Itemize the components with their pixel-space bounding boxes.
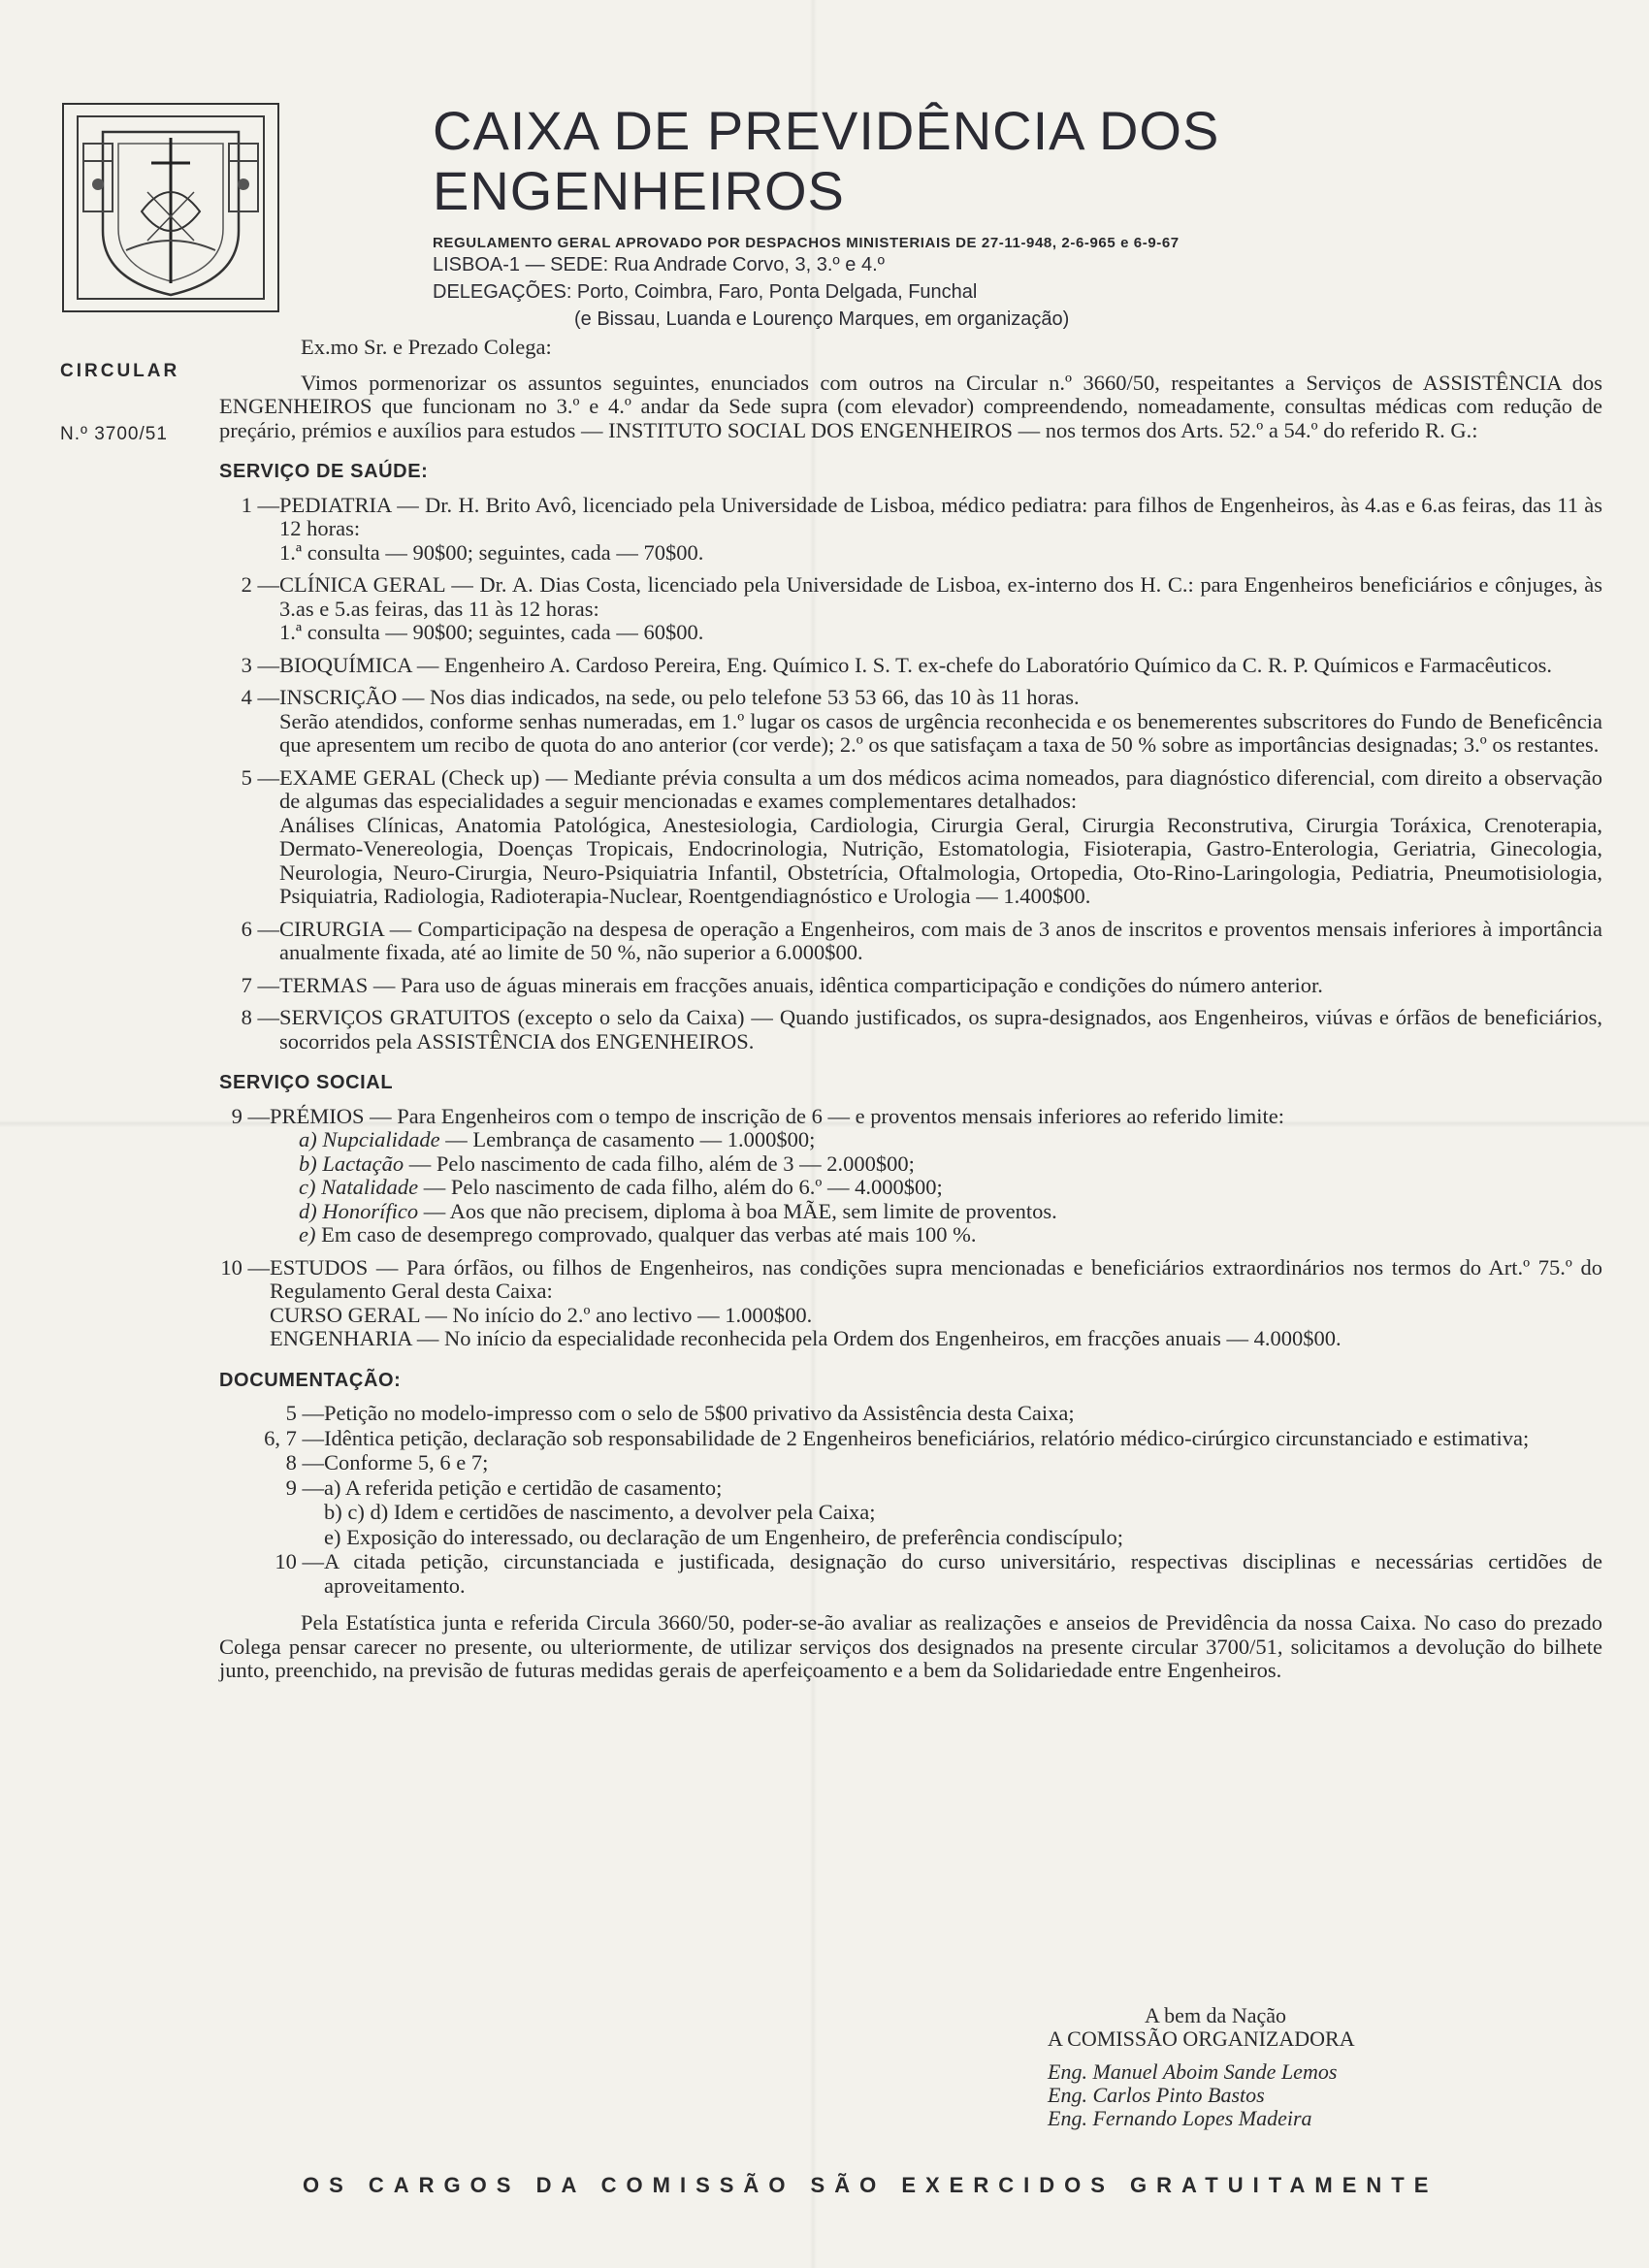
list-item	[219, 654, 1602, 678]
item-number: 9 —	[285, 1474, 324, 1500]
organization-title: CAIXA DE PREVIDÊNCIA DOS ENGENHEIROS	[433, 100, 1220, 221]
item-content	[279, 494, 1602, 566]
list-item	[219, 1501, 1602, 1525]
coat-of-arms-logo	[62, 103, 279, 312]
item-text: Idêntica petição, declaração sob responsabilidade de 2 Engenheiros beneficiários, relatório médico-cirúrgico circunstanciado e estimativa;	[324, 1425, 1530, 1450]
list-item	[219, 1006, 1602, 1053]
item-number	[219, 1526, 324, 1550]
item-content	[279, 974, 1602, 998]
item-text: CIRURGIA — Comparticipação na despesa de operação a Engenheiros, com mais de 3 anos de inscritos e proventos mensais inferiores à importância anualmente fixada, até ao limite de 50 %, não superior a 6.000$00.	[279, 916, 1602, 964]
delegations-extra: (e Bissau, Luanda e Lourenço Marques, em organização)	[574, 308, 1070, 330]
item-extra: 1.ª consulta — 90$00; seguintes, cada — 70$00.	[279, 539, 704, 565]
signatory-name: Eng. Manuel Aboim Sande Lemos	[1048, 2059, 1338, 2084]
item-number: 6 —	[241, 916, 279, 941]
item-extra: Análises Clínicas, Anatomia Patológica, Anestesiologia, Cardiologia, Cirurgia Geral, Cirurgia Reconstrutiva, Cirurgia Toráxica, Crenoterapia, Dermato-Venereologia, Doenças Tropicais, Endocrinologia, Nutrição, Estomatologia, Fisioterapia, Gastro-Enterologia, Geriatria, Ginecologia, Neurologia, Neuro-Cirurgia, Neuro-Psiquiatria Infantil, Obstetrícia, Oftalmologia, Ortopedia, Oto-Rino-Laringologia, Pediatria, Pneumotisiologia, Psiquiatria, Radiologia, Radioterapia-Nuclear, Roentgendiagnóstico e Urologia — 1.400$00.	[279, 812, 1602, 908]
item-number: 5 —	[241, 764, 279, 790]
item-text: Petição no modelo-impresso com o selo de 5$00 privativo da Assistência desta Caixa;	[324, 1401, 1075, 1425]
item-text: INSCRIÇÃO — Nos dias indicados, na sede, ou pelo telefone 53 53 66, das 10 às 11 horas.	[279, 685, 1080, 709]
item-text: e) Exposição do interessado, ou declaração de um Engenheiro, de preferência condiscípulo;	[324, 1524, 1124, 1549]
item-text: A citada petição, circunstanciada e justificada, designação do curso universitário, respectivas disciplinas e necessárias certidões de aproveitamento.	[324, 1549, 1602, 1598]
list-item	[219, 573, 1602, 645]
item-content	[279, 573, 1602, 645]
item-content	[279, 686, 1602, 758]
list-item	[219, 974, 1602, 998]
item-content	[279, 654, 1602, 678]
saude-item-list	[219, 494, 1602, 1054]
engenharia-line: ENGENHARIA — No início da especialidade reconhecida pela Ordem dos Engenheiros, em fracções anuais — 4.000$00.	[270, 1326, 1342, 1350]
premio-label: c) Natalidade	[299, 1175, 419, 1199]
item-number: 9 —	[231, 1103, 270, 1128]
item-text: SERVIÇOS GRATUITOS (excepto o selo da Caixa) — Quando justificados, os supra-designados, aos Engenheiros, viúvas e órfãos de beneficiários, socorridos pela ASSISTÊNCIA dos ENGENHEIROS.	[279, 1005, 1602, 1053]
item-number: 10 —	[220, 1254, 270, 1280]
list-item	[219, 1451, 1602, 1475]
signatory-name: Eng. Fernando Lopes Madeira	[1048, 2106, 1312, 2130]
intro-paragraph: Vimos pormenorizar os assuntos seguintes, enunciados com outros na Circular n.º 3660/50, respeitantes a Serviços de ASSISTÊNCIA dos ENGENHEIROS que funcionam no 3.º e 4.º andar da Sede supra (com elevador) compreendendo, nomeadamente, consultas médicas com redução de preçário, prémios e auxílios para estudos — INSTITUTO SOCIAL DOS ENGENHEIROS — nos termos dos Arts. 52.º a 54.º do referido R. G.:	[219, 370, 1602, 442]
signatory-name: Eng. Carlos Pinto Bastos	[1048, 2083, 1265, 2107]
list-item	[219, 1402, 1602, 1426]
letterhead	[433, 101, 1597, 333]
regulation-line: REGULAMENTO GERAL APROVADO POR DESPACHOS MINISTERIAIS DE 27-11-948, 2-6-965 e 6-9-67	[433, 235, 1180, 251]
item-number: 10 —	[275, 1549, 324, 1573]
premios-list	[270, 1128, 1602, 1247]
item-extra: Serão atendidos, conforme senhas numeradas, em 1.º lugar os casos de urgência reconhecida e os benemerentes subscritores do Fundo de Beneficência que apresentem um recibo de quota do ano anterior (cor verde); 2.º os que satisfaçam a taxa de 50 % sobre as importâncias designadas; 3.º os restantes.	[279, 708, 1602, 757]
salutation: Ex.mo Sr. e Prezado Colega:	[301, 335, 552, 359]
item-number: 1 —	[241, 492, 279, 517]
premio-text: Em caso de desemprego comprovado, qualquer das verbas até mais 100 %.	[321, 1222, 977, 1247]
signature-line-1: A bem da Nação	[1145, 2003, 1286, 2027]
item-content	[279, 1006, 1602, 1053]
list-item	[219, 1105, 1602, 1247]
list-item	[219, 494, 1602, 566]
list-item	[219, 1476, 1602, 1501]
circular-number: N.º 3700/51	[60, 424, 168, 444]
item-number: 5 —	[285, 1401, 324, 1425]
premio-item	[299, 1128, 1602, 1152]
circular-label: CIRCULAR	[60, 361, 180, 381]
item-text: Conforme 5, 6 e 7;	[324, 1450, 489, 1474]
item-number: 7 —	[241, 972, 279, 997]
premio-text: — Pelo nascimento de cada filho, além do 6.º — 4.000$00;	[423, 1175, 943, 1199]
item-extra: 1.ª consulta — 90$00; seguintes, cada — 60$00.	[279, 620, 704, 644]
premio-text: — Lembrança de casamento — 1.000$00;	[445, 1127, 816, 1151]
item-text: BIOQUÍMICA — Engenheiro A. Cardoso Pereira, Eng. Químico I. S. T. ex-chefe do Laboratório Químico da C. R. P. Químicos e Farmacêuticos.	[279, 652, 1553, 677]
footer-note: OS CARGOS DA COMISSÃO SÃO EXERCIDOS GRATUITAMENTE	[303, 2173, 1439, 2197]
premio-label: e)	[299, 1222, 316, 1247]
list-item	[219, 686, 1602, 758]
section-heading-saude: SERVIÇO DE SAÚDE:	[219, 461, 429, 482]
list-item	[219, 766, 1602, 909]
item-text: a) A referida petição e certidão de casamento;	[324, 1474, 723, 1500]
list-item	[219, 918, 1602, 965]
premio-item	[299, 1223, 1602, 1247]
item-number: 8 —	[285, 1450, 324, 1474]
premios-text: PRÉMIOS — Para Engenheiros com o tempo de inscrição de 6 — e proventos mensais inferiores ao referido limite:	[270, 1103, 1284, 1128]
documentation-list	[219, 1402, 1602, 1598]
item-content	[279, 766, 1602, 909]
section-heading-social: SERVIÇO SOCIAL	[219, 1072, 394, 1093]
item-text: PEDIATRIA — Dr. H. Brito Avô, licenciado pela Universidade de Lisboa, médico pediatra: para filhos de Engenheiros, às 4.as e 6.as feiras, das 11 às 12 horas:	[279, 492, 1602, 540]
premio-text: — Pelo nascimento de cada filho, além de 3 — 2.000$00;	[408, 1150, 915, 1176]
item-number: 3 —	[241, 652, 279, 677]
list-item	[219, 1256, 1602, 1351]
item-number	[219, 1501, 324, 1525]
premio-text: — Aos que não precisem, diploma à boa MÃE, sem limite de proventos.	[423, 1198, 1057, 1223]
list-item	[219, 1550, 1602, 1598]
closing-paragraph: Pela Estatística junta e referida Circula 3660/50, poder-se-ão avaliar as realizações e anseios de Previdência da nossa Caixa. No caso do prezado Colega pensar carecer no presente, ou ulteriormente, de utilizar serviços dos designados na presente circular 3700/51, solicitamos a devolução do bilhete junto, preenchido, na previsão de futuras medidas gerais de aperfeiçoamento e a bem da Solidariedade entre Engenheiros.	[219, 1610, 1602, 1682]
item-number: 8 —	[241, 1005, 279, 1029]
list-item	[219, 1526, 1602, 1550]
headquarters-address: LISBOA-1 — SEDE: Rua Andrade Corvo, 3, 3.º e 4.º	[433, 254, 885, 275]
item-text: CLÍNICA GERAL — Dr. A. Dias Costa, licenciado pela Universidade de Lisboa, ex-interno dos H. C.: para Engenheiros beneficiários e cônjuges, às 3.as e 5.as feiras, das 11 às 12 horas:	[279, 572, 1602, 621]
item-text: EXAME GERAL (Check up) — Mediante prévia consulta a um dos médicos acima nomeados, para diagnóstico diferencial, com direito a observação de algumas das especialidades a seguir mencionadas e exames complementares detalhados:	[279, 764, 1602, 813]
curso-geral-line: CURSO GERAL — No início do 2.º ano lectivo — 1.000$00.	[270, 1302, 813, 1327]
estudos-text: ESTUDOS — Para órfãos, ou filhos de Engenheiros, nas condições supra mencionadas e beneficiários extraordinários nos termos do Art.º 75.º do Regulamento Geral desta Caixa:	[270, 1254, 1602, 1303]
premio-label: d) Honorífico	[299, 1198, 419, 1223]
item-number: 6, 7 —	[264, 1425, 324, 1450]
item-text: TERMAS — Para uso de águas minerais em fracções anuais, idêntica comparticipação e condições do número anterior.	[279, 972, 1323, 997]
premio-item	[299, 1176, 1602, 1200]
premio-item	[299, 1200, 1602, 1224]
item-number: 2 —	[241, 572, 279, 597]
premio-label: a) Nupcialidade	[299, 1127, 440, 1151]
premio-item	[299, 1152, 1602, 1177]
letter-body	[219, 336, 1602, 1683]
item-content	[279, 918, 1602, 965]
signature-line-2: A COMISSÃO ORGANIZADORA	[1048, 2026, 1355, 2051]
delegations-line: DELEGAÇÕES: Porto, Coimbra, Faro, Ponta Delgada, Funchal	[433, 281, 978, 303]
item-text: b) c) d) Idem e certidões de nascimento, a devolver pela Caixa;	[324, 1500, 876, 1524]
premio-label: b) Lactação	[299, 1150, 404, 1176]
section-heading-documentacao: DOCUMENTAÇÃO:	[219, 1369, 402, 1391]
signature-block	[1048, 2004, 1355, 2130]
list-item	[219, 1427, 1602, 1451]
item-number: 4 —	[241, 685, 279, 709]
